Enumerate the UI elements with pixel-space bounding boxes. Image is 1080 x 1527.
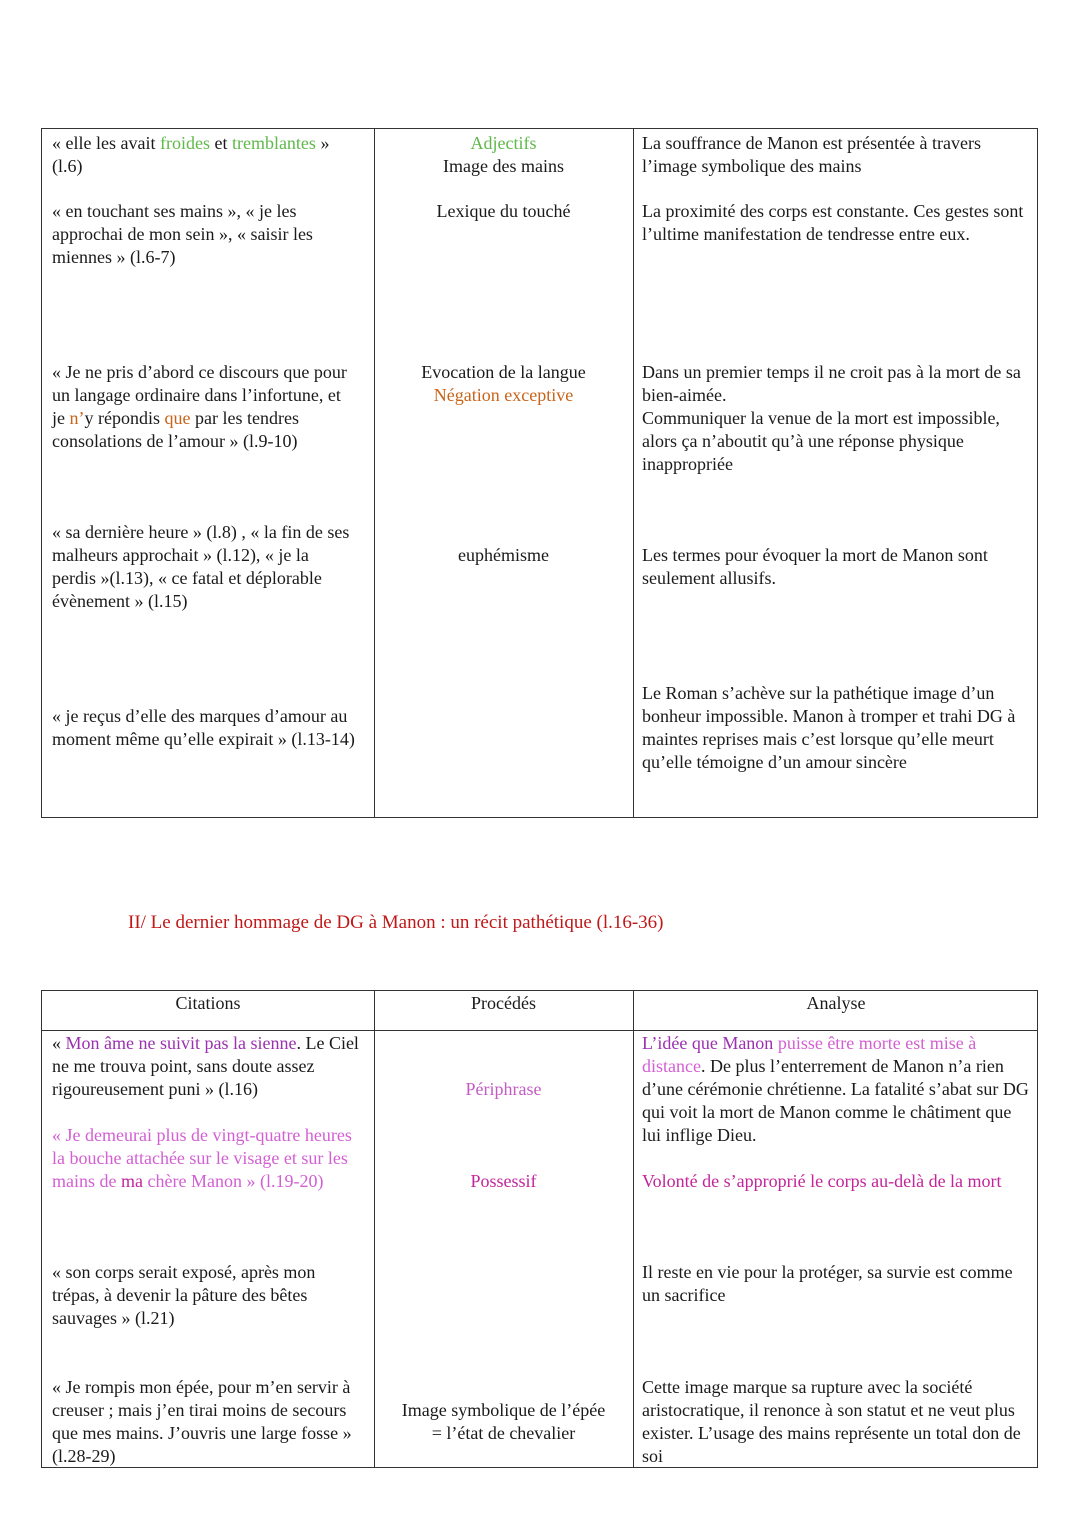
table2-row2-procede: Possessif	[470, 1171, 537, 1191]
table2-row1-citation: « Mon âme ne suivit pas la sienne. Le Ciel ne me trouva point, sans doute assez rigoureusement puni » (l.16)	[52, 1033, 359, 1099]
table2-row3-analyse: Il reste en vie pour la protéger, sa survie est comme un sacrifice	[642, 1262, 1013, 1305]
header-citations: Citations	[175, 993, 241, 1013]
table1-row2-analyse: La proximité des corps est constante. Ces gestes sont l’ultime manifestation de tendresse entre eux.	[642, 201, 1024, 244]
table1-row1-citation: « elle les avait froides et tremblantes » (l.6)	[52, 133, 330, 176]
table1-row5-analyse: Le Roman s’achève sur la pathétique image d’un bonheur impossible. Manon à tromper et trahi DG à maintes reprises mais c’est lorsque qu’elle meurt qu’elle témoigne d’un amour sincère	[642, 683, 1016, 772]
table2-row2-citation: « Je demeurai plus de vingt-quatre heures la bouche attachée sur le visage et sur les mains de ma chère Manon » (l.19-20)	[52, 1125, 352, 1191]
table1-row5-citation: « je reçus d’elle des marques d’amour au moment même qu’elle expirait » (l.13-14)	[52, 706, 355, 749]
table1-row1-procede: Adjectifs Image des mains	[443, 133, 564, 176]
table1-row3-procede: Evocation de la langue Négation exceptive	[421, 362, 586, 405]
header-analyse: Analyse	[806, 993, 866, 1013]
table1-row2-procede: Lexique du touché	[436, 201, 571, 221]
table1-row3-analyse: Dans un premier temps il ne croit pas à la mort de sa bien-aimée. Communiquer la venue de la mort est impossible, alors ça n’aboutit qu’à une réponse physique inappropriée	[642, 362, 1021, 474]
table1-row4-procede: euphémisme	[458, 545, 549, 565]
table-1	[41, 128, 1038, 818]
table2-row3-citation: « son corps serait exposé, après mon trépas, à devenir la pâture des bêtes sauvages » (l.21)	[52, 1262, 316, 1328]
table2-row4-analyse: Cette image marque sa rupture avec la société aristocratique, il renonce à son statut et ne veut plus exister. L’usage des mains représente un total don de soi	[642, 1377, 1021, 1466]
table2-row2-analyse: Volonté de s’approprié le corps au-delà de la mort	[642, 1171, 1002, 1191]
table2-row1-analyse: L’idée que Manon puisse être morte est mise à distance. De plus l’enterrement de Manon n’a rien d’une cérémonie chrétienne. La fatalité s’abat sur DG qui voit la mort de Manon comme le châtiment que lui inflige Dieu.	[642, 1033, 1029, 1145]
table2-row4-citation: « Je rompis mon épée, pour m’en servir à creuser ; mais j’en tirai moins de secours que mes mains. J’ouvris une large fosse » (l.28-29)	[52, 1377, 352, 1466]
table2-row1-procede: Périphrase	[465, 1079, 542, 1099]
section-title: II/ Le dernier hommage de DG à Manon : un récit pathétique (l.16-36)	[128, 912, 664, 933]
table1-row4-analyse: Les termes pour évoquer la mort de Manon sont seulement allusifs.	[642, 545, 988, 588]
table1-row2-citation: « en touchant ses mains », « je les approchai de mon sein », « saisir les miennes » (l.6-7)	[52, 201, 313, 267]
header-procedes: Procédés	[471, 993, 536, 1013]
table1-row3-citation: « Je ne pris d’abord ce discours que pour un langage ordinaire dans l’infortune, et je n’y répondis que par les tendres consolations de l’amour » (l.9-10)	[52, 362, 347, 451]
table1-row1-analyse: La souffrance de Manon est présentée à travers l’image symbolique des mains	[642, 133, 982, 176]
table-2	[41, 990, 1038, 1468]
table2-row4-procede: Image symbolique de l’épée = l’état de chevalier	[401, 1400, 606, 1443]
table1-row4-citation: « sa dernière heure » (l.8) , « la fin de ses malheurs approchait » (l.12), « je la perdis »(l.13), « ce fatal et déplorable évènement » (l.15)	[52, 522, 350, 611]
